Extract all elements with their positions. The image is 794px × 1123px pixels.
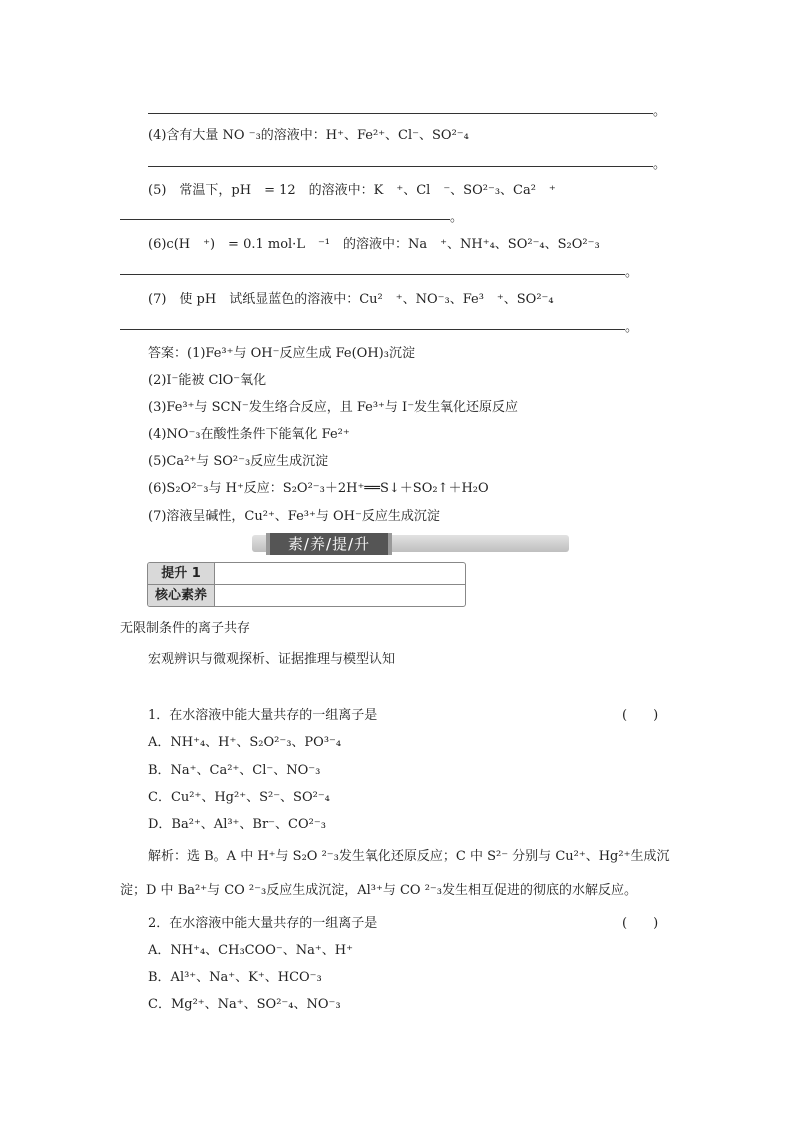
table-row xyxy=(148,585,465,606)
answer-blank-line[interactable] xyxy=(120,274,625,275)
option-b: B．Al³⁺、Na⁺、K⁺、HCO⁻₃ xyxy=(148,970,322,985)
table-row xyxy=(148,563,465,585)
answer-bracket[interactable]: ( ) xyxy=(622,708,659,723)
banner-title: 素/养/提/升 xyxy=(266,533,392,555)
option-c: C．Cu²⁺、Hg²⁺、S²⁻、SO²⁻₄ xyxy=(148,790,330,805)
answer-line: (4)NO⁻₃在酸性条件下能氧化 Fe²⁺ xyxy=(148,427,350,442)
answer-line: (5)Ca²⁺与 SO²⁻₃反应生成沉淀 xyxy=(148,454,329,469)
question-7: (7) 使 pH 试纸显蓝色的溶液中：Cu² ⁺、NO⁻₃、Fe³ ⁺、SO²⁻₄ xyxy=(148,292,554,307)
topic-table xyxy=(147,562,466,607)
answer-blank-line[interactable] xyxy=(120,219,450,220)
problem-2-stem: 2．在水溶液中能大量共存的一组离子是 xyxy=(148,916,378,931)
period-mark: 。 xyxy=(625,265,639,280)
period-mark: 。 xyxy=(653,157,667,172)
answer-line: (7)溶液呈碱性，Cu²⁺、Fe³⁺与 OH⁻反应生成沉淀 xyxy=(148,509,440,524)
period-mark: 。 xyxy=(653,104,667,119)
problem-1-stem: 1．在水溶液中能大量共存的一组离子是 xyxy=(148,708,378,723)
table-cell-label: 提升 1 xyxy=(161,566,201,581)
answer-blank-line[interactable] xyxy=(120,329,625,330)
period-mark: 。 xyxy=(450,210,464,225)
answer-line: (6)S₂O²⁻₃与 H⁺反应：S₂O²⁻₃＋2H⁺══S↓＋SO₂↑＋H₂O xyxy=(148,481,489,496)
analysis-line: 淀；D 中 Ba²⁺与 CO ²⁻₃反应生成沉淀，Al³⁺与 CO ²⁻₃发生相互促进的彻底的水解反应。 xyxy=(120,883,637,898)
table-cell-label: 核心素养 xyxy=(154,588,207,603)
section-title: 无限制条件的离子共存 xyxy=(120,621,251,636)
option-a: A．NH⁺₄、H⁺、S₂O²⁻₃、PO³⁻₄ xyxy=(148,735,342,750)
answer-bracket[interactable]: ( ) xyxy=(622,916,659,931)
question-5: (5) 常温下，pH = 12 的溶液中：K ⁺、Cl ⁻、SO²⁻₃、Ca² ⁺ xyxy=(148,183,556,198)
question-6: (6)c(H ⁺) = 0.1 mol·L ⁻¹ 的溶液中：Na ⁺、NH⁺₄、SO²⁻₄、S₂O²⁻₃ xyxy=(148,237,600,252)
question-4: (4)含有大量 NO ⁻₃的溶液中：H⁺、Fe²⁺、Cl⁻、SO²⁻₄ xyxy=(148,128,469,143)
option-a: A．NH⁺₄、CH₃COO⁻、Na⁺、H⁺ xyxy=(148,943,353,958)
section-banner xyxy=(252,535,569,552)
section-subtitle: 宏观辨识与微观探析、证据推理与模型认知 xyxy=(148,652,396,667)
answer-line: (2)I⁻能被 ClO⁻氧化 xyxy=(148,373,267,388)
option-c: C．Mg²⁺、Na⁺、SO²⁻₄、NO⁻₃ xyxy=(148,997,341,1012)
answer-line: 答案：(1)Fe³⁺与 OH⁻反应生成 Fe(OH)₃沉淀 xyxy=(148,346,415,361)
period-mark: 。 xyxy=(625,320,639,335)
option-d: D．Ba²⁺、Al³⁺、Br⁻、CO²⁻₃ xyxy=(148,817,326,832)
analysis-line: 解析：选 B。A 中 H⁺与 S₂O ²⁻₃发生氧化还原反应；C 中 S²⁻ 分别与 Cu²⁺、Hg²⁺生成沉 xyxy=(148,849,670,864)
answer-line: (3)Fe³⁺与 SCN⁻发生络合反应，且 Fe³⁺与 I⁻发生氧化还原反应 xyxy=(148,400,519,415)
option-b: B．Na⁺、Ca²⁺、Cl⁻、NO⁻₃ xyxy=(148,763,321,778)
answer-blank-line[interactable] xyxy=(148,166,653,167)
answer-blank-line[interactable] xyxy=(148,113,653,114)
